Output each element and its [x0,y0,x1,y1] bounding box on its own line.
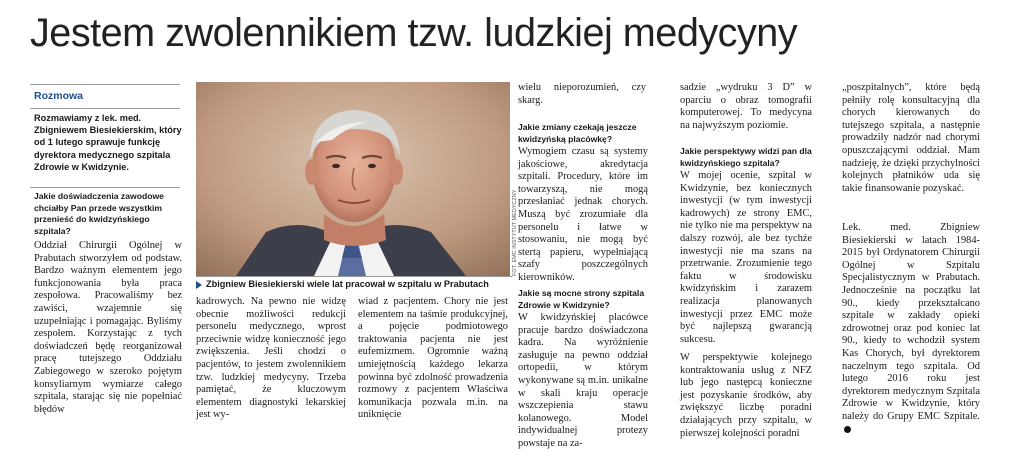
article-body-column: wiad z pacjentem. Chory nie jest elementem na taśmie produkcyjnej, a pojęcie podmiotowego traktowania pacjenta nie jest eufemizmem. Ogromnie ważną umiejętnością każdego lekarza powinna być zdolność prowadzenia rozmowy z pacjentem Właściwa komunikacja pozwala m.in. na uniknięcie [358,296,508,421]
section-label: Rozmowa [34,90,84,102]
author-bio-text: Lek. med. Zbigniew Biesiekierski w latach 1984-2015 był Ordynatorem Chirurgii Ogólnej w Szpitalu Specjalistycznym w Prabutach. Jednocześnie na początku lat 90., kiedy przekształcano szpitale w zakłady opieki zdrowotnej oraz pod koniec lat 90., kiedy to wchodził system Kas Chorych, był dyrektorem naczelnym tego szpitala. Od lutego 2016 roku jest dyrektorem medycznym Szpitala Zdrowie w Kwidzynie, który należy do Grupy EMC Szpitale. [842,222,980,422]
article-body-column: W kwidzyńskiej placówce pracuje bardzo doświadczona kadra. Na wyróżnienie zasługuje na pewno oddział ortopedii, w którym wykonywane są m.in. unikalne w skali kraju operacje wszczepienia stawu kolanowego. Model indywidualnej protezy powstaje na za- [518,312,648,449]
author-bio [842,222,980,436]
article-body-column: Wymogiem czasu są systemy jakościowe, akredytacja szpitali. Procedury, które im towarzyszą, nie mogą przesłaniać jednak chorych. Muszą być zrozumiałe dla personelu i łatwe w stosowaniu, nie mogą być stertą papieru, wypełniającą szafy poszczególnych kierowników. [518,146,648,283]
interview-question: Jakie doświadczenia zawodowe chciałby Pan przede wszystkim przenieść do kwidzyńskiego szpitala? [34,191,164,236]
photo-caption-text: Zbigniew Biesiekierski wiele lat pracował w szpitalu w Prabutach [206,279,489,289]
divider [30,108,180,109]
photo-credit: FOT. EMC INSTYTUT MEDYCZNY [512,189,518,276]
article-body-column: Oddział Chirurgii Ogólnej w Prabutach stworzyłem od podstaw. Bardzo ważnym elementem jego funkcjonowania była praca zespołowa. Pracowaliśmy bez zawiści, wzajemnie się uzupełniając i pomagając. Byliśmy zespołem. Korzystając z tych doświadczeń będę reorganizował pracę tutejszego Oddziału Zabiegowego w szeroko pojętym konsyliarnym wymiarze całego szpitala, starając się nie popełniać błędów [34,240,182,415]
photo-caption [196,277,512,291]
article-body-column: „poszpitalnych”, które będą pełniły rolę konsultacyjną dla chorych kierowanych do tutejszego szpitala, a następnie prowadziły nadzór nad chorymi opuszczającymi oddział. Mam nadzieję, że dzięki przychylności kolejnych płatników uda się takie finansowanie pozyskać. [842,82,980,194]
interview-question: Jakie są mocne strony szpitala Zdrowie w Kwidzynie? [518,288,645,310]
divider [30,187,180,188]
headline: Jestem zwolennikiem tzw. ludzkiej medycyny [30,11,798,55]
article-body-column: kadrowych. Na pewno nie widzę obecnie możliwości redukcji personelu medycznego, wprost przeciwnie widzę konieczność jego zwiększenia. Jeśli chodzi o pacjentów, to jestem zwolennikiem tzw. ludzkiej medycyny. Trzeba pamiętać, że kluczowym elementem diagnostyki lekarskiej jest wy- [196,296,346,421]
divider [30,84,180,85]
article-body-column: wielu nieporozumień, czy skarg. [518,82,646,106]
portrait-photo [196,82,510,276]
article-body-column: sadzie „wydruku 3 D” w oparciu o obraz tomografii komputerowej. To medycyna na najwyższym poziomie. [680,82,812,131]
interview-question: Jakie perspektywy widzi pan dla kwidzyńskiego szpitala? [680,146,812,168]
interview-question: Jakie zmiany czekają jeszcze kwidzyńską placówkę? [518,122,637,144]
end-of-article-icon [844,426,851,433]
article-lead: Rozmawiamy z lek. med. Zbigniewem Biesiekierskim, który od 1 lutego sprawuje funkcję dyrektora medycznego szpitala Zdrowie w Kwidzynie. [34,113,182,172]
portrait-illustration [196,82,510,276]
caption-marker-icon [196,281,202,289]
article-body-column: W perspektywie kolejnego kontraktowania usług z NFZ lub jego następcą konieczne jest pozyskanie środków, aby zwiększyć liczbę poradni działających przy szpitalu, w pierwszej kolejności poradni [680,352,812,439]
article-body-column: W mojej ocenie, szpital w Kwidzynie, bez koniecznych inwestycji (w tym inwestycji kadrowych) ze strony EMC, nie tylko nie ma perspektyw na dalszy rozwój, ale bez tychże inwestycji nie ma szans na przetrwanie. Zrozumienie tego faktu w środowisku kwidzyńskim i zarazem realizacja planowanych inwestycji przez EMC może być najlepszą gwarancją sukcesu. [680,170,812,345]
